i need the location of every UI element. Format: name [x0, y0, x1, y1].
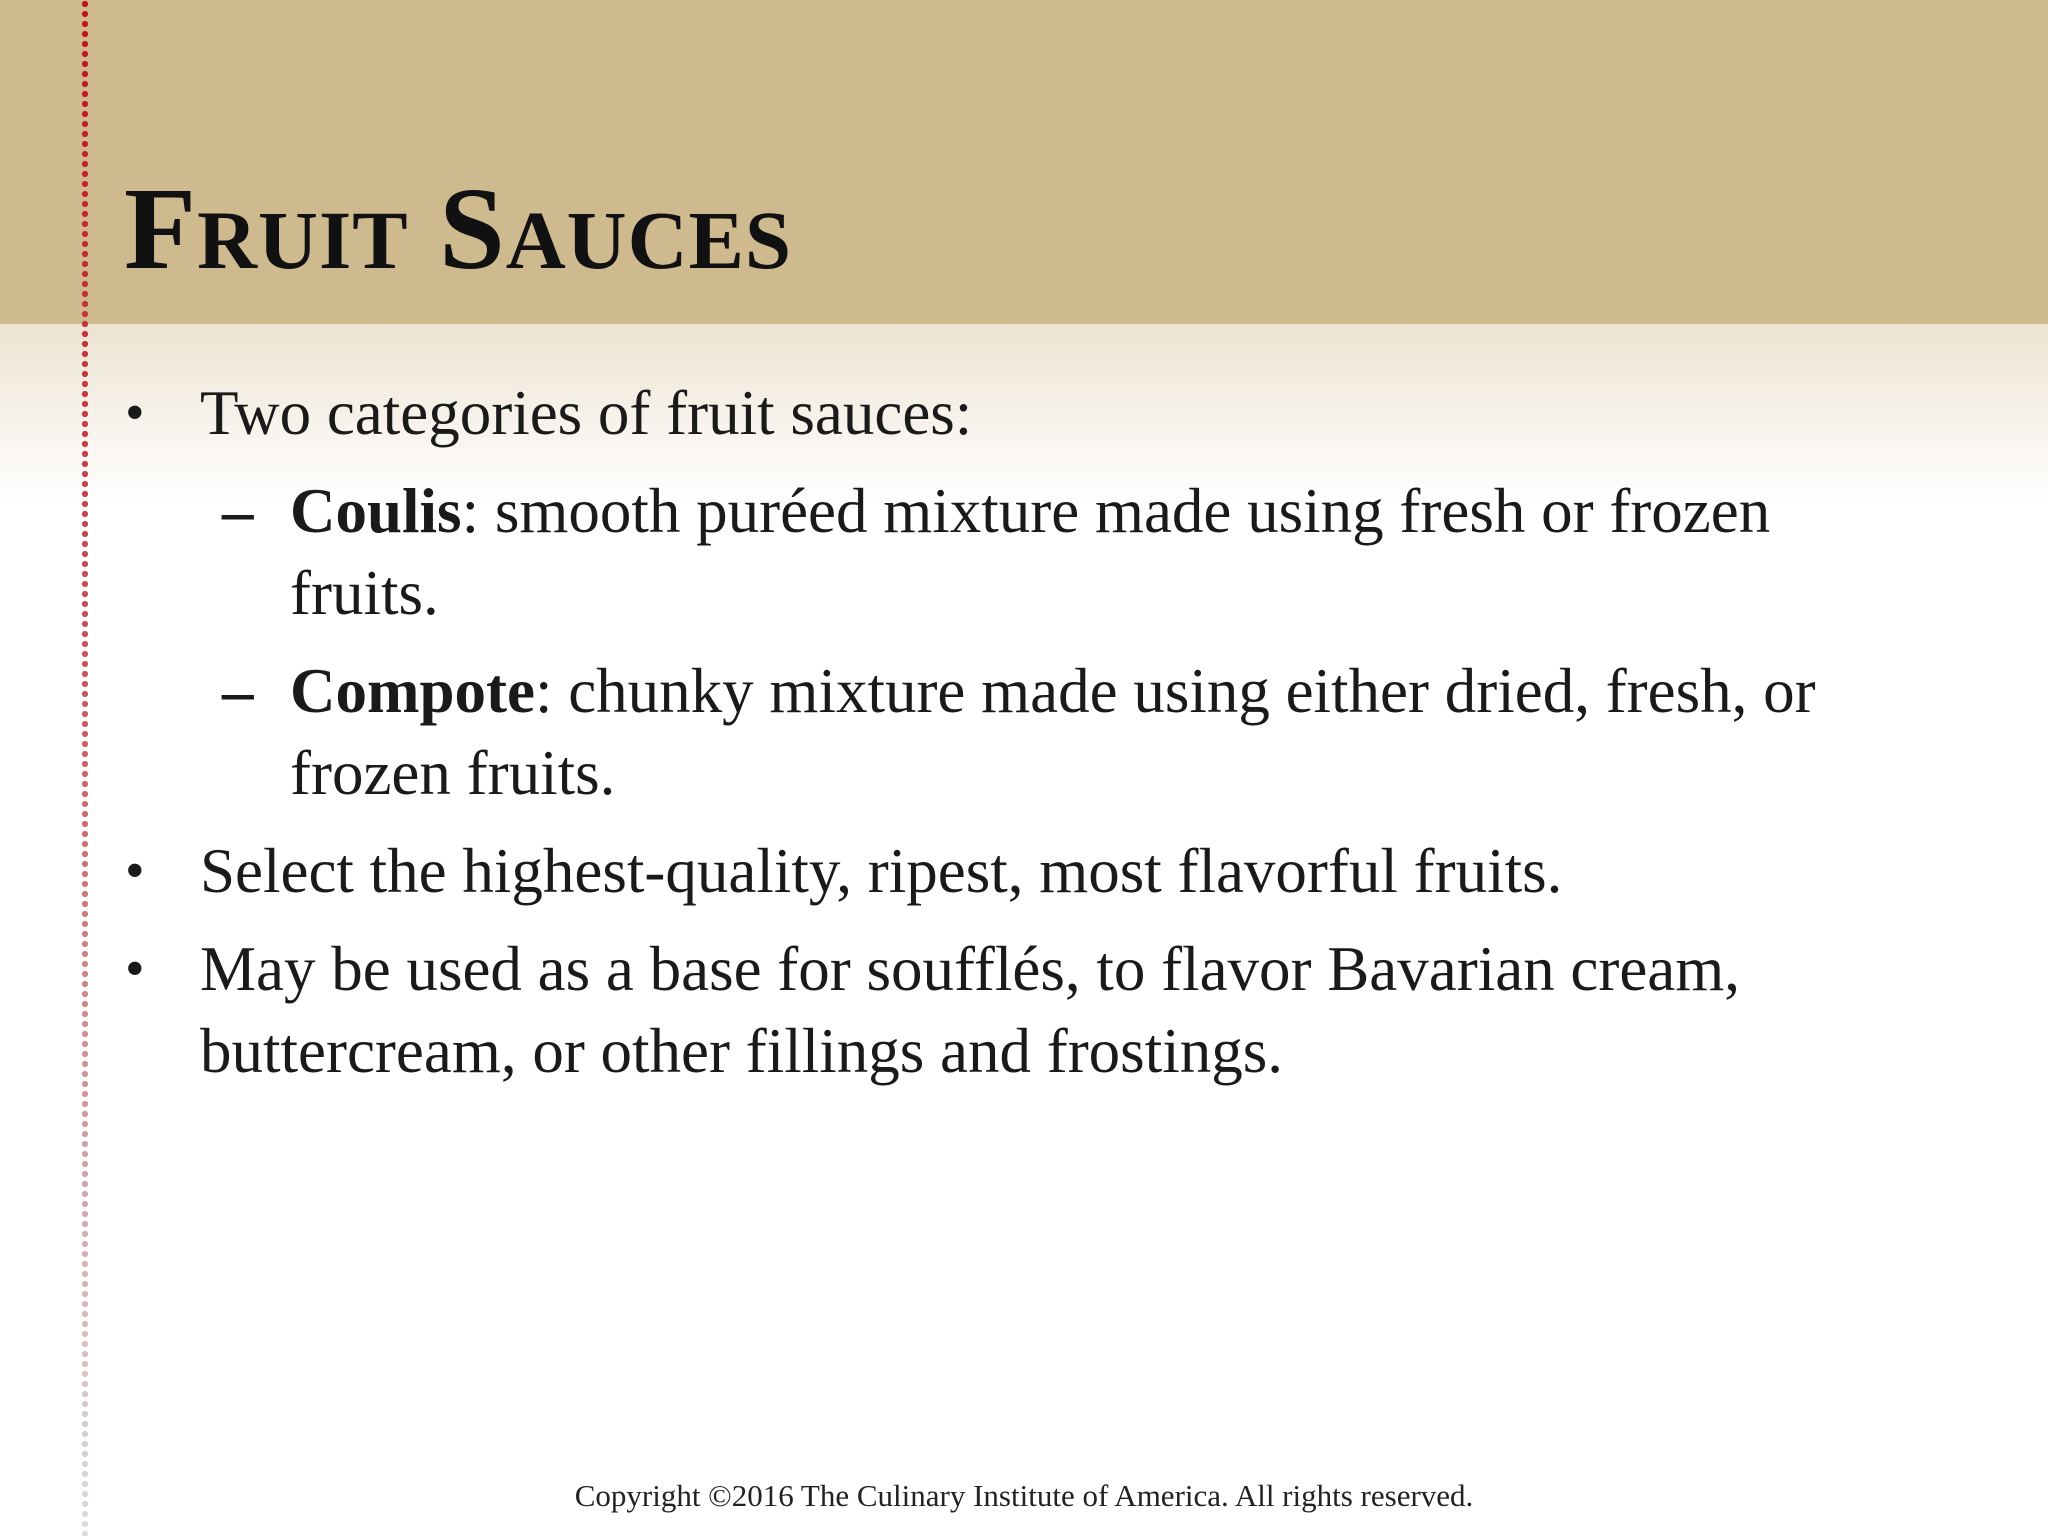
copyright-footer: Copyright ©2016 The Culinary Institute of America. All rights reserved. — [574, 1478, 1474, 1513]
bullet-marker: • — [125, 938, 145, 1000]
sub-bullet-text — [290, 470, 1910, 634]
sub-bullet-item — [222, 470, 1910, 634]
bullet-text: Select the highest-quality, ripest, most flavorful fruits. — [200, 836, 1563, 906]
dash-marker: – — [222, 476, 254, 546]
bullet-marker: • — [125, 840, 145, 902]
definition-compote: : chunky mixture made using either dried, fresh, or frozen fruits. — [290, 656, 1816, 808]
dash-marker: – — [222, 656, 254, 726]
bullet-text: Two categories of fruit sauces: — [200, 378, 973, 448]
term-coulis: Coulis — [290, 476, 462, 546]
bullet-item — [125, 372, 973, 454]
slide-title: Fruit Sauces — [124, 163, 793, 294]
bullet-item — [125, 830, 1563, 912]
bullet-text: May be used as a base for soufflés, to flavor Bavarian cream, buttercream, or other fillings and frostings. — [200, 934, 1741, 1086]
term-compote: Compote — [290, 656, 535, 726]
sub-bullet-text — [290, 650, 1910, 814]
dotted-accent-line — [79, 0, 91, 1536]
definition-coulis: : smooth puréed mixture made using fresh or frozen fruits. — [290, 476, 1771, 628]
bullet-item — [125, 928, 1840, 1092]
sub-bullet-item — [222, 650, 1910, 814]
bullet-marker: • — [125, 382, 145, 444]
